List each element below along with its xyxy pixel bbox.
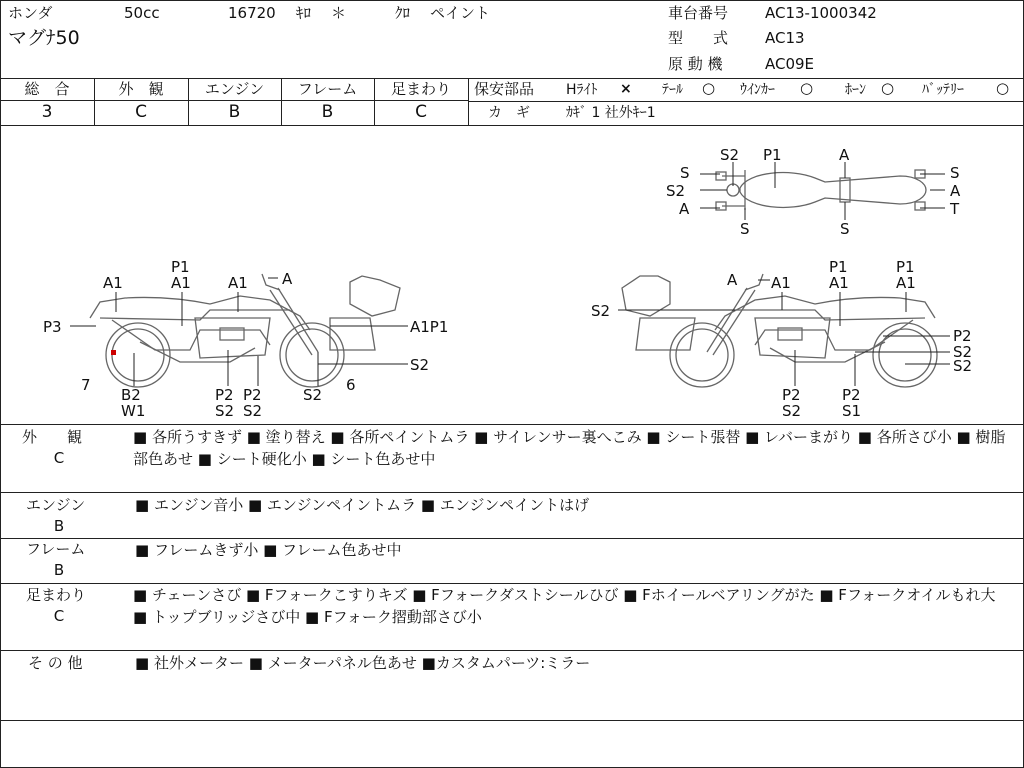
diagram-label: W1	[121, 402, 146, 420]
safety-item-headlight: Hﾗｲﾄ	[566, 82, 598, 98]
diagram-label: A1	[829, 274, 849, 292]
diagram-label: P1	[763, 146, 782, 164]
note-label-other: そ の 他	[28, 654, 83, 672]
note-label-exterior: 外 観	[22, 428, 83, 446]
diagram-label: A	[679, 200, 690, 218]
grade-header-suspension: 足まわり	[390, 80, 451, 98]
diagram-label: P2	[215, 386, 234, 404]
diagram-label: A1	[228, 274, 248, 292]
note-label-engine: エンジン	[26, 496, 86, 514]
paint-note: ペイント	[430, 4, 491, 22]
safety-mid	[468, 101, 1024, 102]
diagram-label: S1	[842, 402, 862, 420]
diagram-label: S2	[591, 302, 611, 320]
safety-item-winker: ｳｲﾝｶｰ	[740, 82, 775, 98]
engine-value: AC09E	[765, 55, 815, 73]
diagram-label: S	[950, 164, 960, 182]
note-text-other: ■ 社外メーター ■ メーターパネル色あせ ■カスタムパーツ:ミラー	[135, 654, 591, 672]
note-text-frame: ■ フレームきず小 ■ フレーム色あせ中	[135, 541, 402, 559]
diagram-label: A	[282, 270, 293, 288]
note-text-exterior: ■ 各所うすきず ■ 塗り替え ■ 各所ペイントムラ ■ サイレンサー裏へこみ ■ シート張替 ■ レバーまがり ■ 各所さび小 ■ 樹脂部色あせ ■ シート硬化小 ■ シート色あせ中	[133, 428, 1006, 468]
frame-no-label: 車台番号	[668, 4, 729, 22]
note-text-suspension: ■ チェーンさび ■ Fフォークこすりキズ ■ Fフォークダストシールひび ■ Fホイールベアリングがた ■ Fフォークオイルもれ大 ■ トップブリッジさび中 ■ Fフォーク摺動部さび小	[133, 586, 996, 626]
safety-label: 保安部品	[474, 80, 535, 98]
diagram-label: A	[839, 146, 850, 164]
safety-item-battery: ﾊﾞｯﾃﾘｰ	[922, 82, 964, 98]
note-text-engine: ■ エンジン音小 ■ エンジンペイントムラ ■ エンジンペイントはげ	[135, 496, 590, 514]
key-label: カ ギ	[488, 105, 530, 121]
type-value: AC13	[765, 29, 805, 47]
displacement: 50cc	[124, 4, 160, 22]
diagram-label: S2	[953, 343, 973, 361]
safety-mark-headlight: ×	[620, 81, 632, 97]
mileage-unit: ｷﾛ	[296, 4, 312, 22]
mileage-mark: ＊	[331, 4, 347, 22]
grade-table-mid	[0, 100, 468, 101]
grade-header-engine: エンジン	[204, 80, 265, 98]
diagram-label: S2	[953, 357, 973, 375]
grade-header-exterior: 外 観	[118, 80, 164, 98]
grade-frame: B	[321, 102, 334, 122]
key-value: ｶｷﾞ 1 社外ｷｰ1	[566, 105, 656, 121]
notes-divider	[0, 650, 1024, 651]
diagram-label: P2	[953, 327, 972, 345]
diagram-label: A	[727, 271, 738, 289]
notes-divider	[0, 492, 1024, 493]
diagram-label: S2	[243, 402, 263, 420]
diagram-label: 6	[346, 376, 356, 394]
diagram-label: A1	[103, 274, 123, 292]
diagram-label: S	[840, 220, 850, 238]
diagram-label: T	[950, 200, 960, 218]
note-grade-exterior: C	[53, 449, 65, 467]
grade-exterior: C	[135, 102, 147, 122]
safety-mark-tail: ○	[702, 79, 716, 97]
model-name: マグﾅ50	[8, 27, 80, 49]
note-label-frame: フレーム	[26, 540, 86, 558]
notes-top	[0, 424, 1024, 425]
diagram-label: P2	[243, 386, 262, 404]
grade-divider	[468, 78, 469, 125]
mileage: 16720	[228, 4, 276, 22]
diagram-label: A1	[896, 274, 916, 292]
diagram-label: 7	[81, 376, 91, 394]
color: ｸﾛ	[395, 4, 411, 22]
safety-mark-battery: ○	[996, 79, 1010, 97]
diagram-label: S	[680, 164, 690, 182]
grade-table-top	[0, 78, 1024, 79]
safety-mark-horn: ○	[881, 79, 895, 97]
diagram-label: S2	[720, 146, 740, 164]
diagram-label: S2	[215, 402, 235, 420]
maker: ホンダ	[8, 4, 53, 22]
diagram-label: S	[740, 220, 750, 238]
diagram-label: S2	[410, 356, 430, 374]
diagram-label: P1	[171, 258, 190, 276]
motorcycle-damage-diagram	[0, 126, 1024, 424]
notes-divider	[0, 720, 1024, 721]
diagram-label: P2	[782, 386, 801, 404]
grade-engine: B	[228, 102, 241, 122]
diagram-label: P1	[896, 258, 915, 276]
diagram-label: S2	[666, 182, 686, 200]
safety-item-tail: ﾃｰﾙ	[662, 82, 683, 98]
safety-mark-winker: ○	[800, 79, 814, 97]
diagram-label: P1	[829, 258, 848, 276]
diagram-label: B2	[121, 386, 141, 404]
note-grade-engine: B	[53, 517, 65, 535]
diagram-label: A1P1	[410, 318, 449, 336]
grade-header-frame: フレーム	[297, 80, 358, 98]
note-label-suspension: 足まわり	[26, 586, 87, 604]
diagram-label: S2	[303, 386, 323, 404]
note-grade-suspension: C	[53, 607, 65, 625]
frame-no: AC13-1000342	[765, 4, 877, 22]
type-label: 型 式	[668, 29, 729, 47]
note-grade-frame: B	[53, 561, 65, 579]
grade-overall: 3	[41, 102, 53, 122]
engine-label: 原 動 機	[668, 55, 723, 73]
damage-marker	[111, 350, 116, 355]
safety-item-horn: ﾎｰﾝ	[845, 82, 866, 98]
diagram-label: A1	[771, 274, 791, 292]
grade-suspension: C	[415, 102, 427, 122]
diagram-label: P2	[842, 386, 861, 404]
diagram-label: A1	[171, 274, 191, 292]
bike-top-view	[716, 170, 926, 210]
diagram-label: P3	[43, 318, 62, 336]
grade-header-overall: 総 合	[24, 80, 70, 98]
diagram-label: A	[950, 182, 961, 200]
diagram-label: S2	[782, 402, 802, 420]
